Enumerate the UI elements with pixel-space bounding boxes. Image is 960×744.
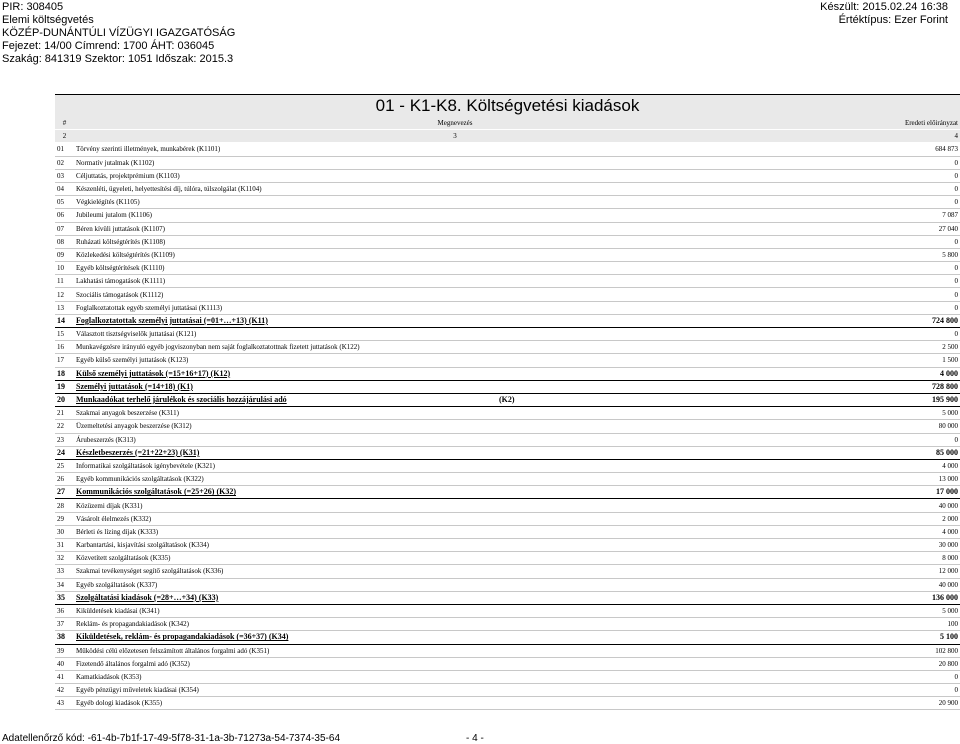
table-row (55, 182, 960, 195)
row-label-text: Ruházati költségtérítés (K1108) (76, 237, 166, 246)
row-value: 20 900 (836, 697, 960, 710)
table-row (55, 552, 960, 565)
row-number: 01 (55, 143, 74, 156)
row-value: 20 800 (836, 657, 960, 670)
created-timestamp: Készült: 2015.02.24 16:38 (820, 1, 948, 13)
row-label-text: Vásárolt élelmezés (K332) (76, 514, 152, 523)
row-label (74, 539, 836, 552)
row-number: 30 (55, 525, 74, 538)
row-value: 4 000 (836, 367, 960, 380)
row-label (74, 262, 836, 275)
row-label-text: Reklám- és propagandakiadások (K342) (76, 620, 189, 629)
row-label (74, 684, 836, 697)
row-value: 0 (836, 684, 960, 697)
column-header-value: Eredeti előirányzat (836, 117, 960, 130)
row-number: 14 (55, 314, 74, 327)
row-value: 0 (836, 196, 960, 209)
row-number: 17 (55, 354, 74, 367)
table-row (55, 525, 960, 538)
row-label (74, 670, 836, 683)
row-label-text: Választott tisztségviselők juttatásai (K121) (76, 330, 197, 339)
table-row (55, 670, 960, 683)
row-label-text: Személyi juttatások (=14+18) (K1) (76, 381, 193, 391)
table-row (55, 618, 960, 631)
row-value: 0 (836, 182, 960, 195)
row-label (74, 301, 836, 314)
row-number: 06 (55, 209, 74, 222)
row-label (74, 499, 836, 512)
row-value: 4 000 (836, 525, 960, 538)
table-row (55, 657, 960, 670)
header-line: Fejezet: 14/00 Címrend: 1700 ÁHT: 036045 (2, 40, 215, 52)
row-label-text: Karbantartási, kisjavítási szolgáltatások (K334) (76, 541, 209, 550)
table-row (55, 604, 960, 617)
row-label (74, 697, 836, 710)
row-number: 26 (55, 473, 74, 486)
row-label (74, 169, 836, 182)
row-label-text: Készletbeszerzés (=21+22+23) (K31) (76, 447, 200, 457)
row-label (74, 591, 836, 604)
table-row (55, 446, 960, 459)
row-value: 1 500 (836, 354, 960, 367)
row-label-text: Készenléti, ügyeleti, helyettesítési díj, túlóra, túlszolgálat (K1104) (76, 185, 262, 194)
row-label-text: Kiküldetések, reklám- és propagandakiadások (=36+37) (K34) (76, 632, 289, 642)
row-number: 31 (55, 539, 74, 552)
row-label-text: Béren kívüli juttatások (K1107) (76, 224, 165, 233)
row-label-text: Egyéb szolgáltatások (K337) (76, 580, 158, 589)
row-label (74, 328, 836, 341)
row-label (74, 275, 836, 288)
row-label-text: Szakmai anyagok beszerzése (K311) (76, 409, 179, 418)
row-label (74, 433, 836, 446)
row-number: 12 (55, 288, 74, 301)
row-value: 0 (836, 262, 960, 275)
row-number: 02 (55, 156, 74, 169)
table-row (55, 565, 960, 578)
row-label-text: Törvény szerinti illetmények, munkabérek (K1101) (76, 145, 221, 154)
row-number: 42 (55, 684, 74, 697)
row-number: 41 (55, 670, 74, 683)
table-row (55, 169, 960, 182)
table-row (55, 196, 960, 209)
row-number: 16 (55, 341, 74, 354)
row-number: 22 (55, 420, 74, 433)
row-label-text: Normatív jutalmak (K1102) (76, 158, 155, 167)
table-row (55, 591, 960, 604)
header-right (820, 1, 948, 27)
row-number: 03 (55, 169, 74, 182)
row-label-text: Foglalkoztatottak személyi juttatásai (=01+…+13) (K11) (76, 315, 268, 325)
row-value: 136 000 (836, 591, 960, 604)
row-label (74, 367, 836, 380)
row-number: 09 (55, 248, 74, 261)
row-label-text: Közlekedési költségtérítés (K1109) (76, 250, 175, 259)
header-line: Elemi költségvetés (2, 14, 94, 26)
table-row (55, 367, 960, 380)
table-row (55, 314, 960, 327)
table-row (55, 288, 960, 301)
header-line: PIR: 308405 (2, 1, 64, 13)
row-value: 2 500 (836, 341, 960, 354)
table-row (55, 578, 960, 591)
row-label-text: Munkavégzésre irányuló egyéb jogviszonyban nem saját foglalkoztatottnak fizetett juttatások (K122) (76, 343, 360, 352)
value-type: Értéktípus: Ezer Forint (838, 14, 948, 26)
row-value: 0 (836, 328, 960, 341)
row-label (74, 657, 836, 670)
row-value: 102 800 (836, 644, 960, 657)
table-row (55, 684, 960, 697)
verification-code: Adatellenőrző kód: -61-4b-7b1f-17-49-5f78-31-1a-3b-71273a-54-7374-35-64 (2, 733, 341, 744)
table-row (55, 407, 960, 420)
row-label-text: Közüzemi díjak (K331) (76, 501, 143, 510)
row-label (74, 525, 836, 538)
row-label (74, 565, 836, 578)
column-number: 3 (74, 130, 836, 143)
row-number: 21 (55, 407, 74, 420)
table-row (55, 262, 960, 275)
row-label (74, 512, 836, 525)
column-number: 4 (836, 130, 960, 143)
row-label (74, 182, 836, 195)
column-header-num: # (55, 117, 74, 130)
table-row (55, 275, 960, 288)
row-label-text: Közvetített szolgáltatások (K335) (76, 554, 171, 563)
row-label-text: Egyéb kommunikációs szolgáltatások (K322) (76, 475, 204, 484)
expenditure-table (55, 117, 960, 710)
page-title: 01 - K1-K8. Költségvetési kiadások (55, 94, 960, 117)
row-label (74, 631, 836, 644)
header-line: KÖZÉP-DUNÁNTÚLI VÍZÜGYI IGAZGATÓSÁG (2, 27, 236, 39)
row-value: 0 (836, 433, 960, 446)
table-row (55, 393, 960, 406)
row-number: 23 (55, 433, 74, 446)
row-label (74, 473, 836, 486)
row-number: 11 (55, 275, 74, 288)
row-value: 30 000 (836, 539, 960, 552)
column-number: 2 (55, 130, 74, 143)
row-label (74, 578, 836, 591)
row-value: 40 000 (836, 578, 960, 591)
row-label-text: Informatikai szolgáltatások igénybevétele (K321) (76, 461, 215, 470)
row-label (74, 341, 836, 354)
row-label (74, 420, 836, 433)
row-label (74, 407, 836, 420)
row-label-text: Szakmai tevékenységet segítő szolgáltatások (K336) (76, 567, 224, 576)
row-number: 38 (55, 631, 74, 644)
row-label (74, 235, 836, 248)
row-value: 5 800 (836, 248, 960, 261)
row-label-text: Külső személyi juttatások (=15+16+17) (K12) (76, 368, 231, 378)
row-label-text: Egyéb pénzügyi műveletek kiadásai (K354) (76, 686, 199, 695)
row-value: 8 000 (836, 552, 960, 565)
row-label (74, 459, 836, 472)
row-value: 17 000 (836, 486, 960, 499)
row-label (74, 446, 836, 459)
row-value: 27 040 (836, 222, 960, 235)
row-number: 20 (55, 393, 74, 406)
row-number: 40 (55, 657, 74, 670)
page-number: - 4 - (466, 733, 484, 744)
row-label (74, 248, 836, 261)
header-left (2, 1, 235, 66)
row-value: 2 000 (836, 512, 960, 525)
row-number: 15 (55, 328, 74, 341)
row-value: 0 (836, 169, 960, 182)
table-row (55, 341, 960, 354)
row-value: 0 (836, 275, 960, 288)
row-number: 39 (55, 644, 74, 657)
row-number: 43 (55, 697, 74, 710)
row-label-text: Bérleti és lízing díjak (K333) (76, 527, 159, 536)
table-row (55, 631, 960, 644)
row-label-text: Foglalkoztatottak egyéb személyi juttatásai (K1113) (76, 303, 223, 312)
table-row (55, 248, 960, 261)
row-label-text: Jubileumi jutalom (K1106) (76, 211, 152, 220)
row-value: 100 (836, 618, 960, 631)
row-number: 27 (55, 486, 74, 499)
row-value: 13 000 (836, 473, 960, 486)
row-label-text: Árubeszerzés (K313) (76, 435, 136, 444)
row-value: 684 873 (836, 143, 960, 156)
table-row (55, 486, 960, 499)
row-value: 5 100 (836, 631, 960, 644)
row-label-text: Kamatkiadások (K353) (76, 672, 142, 681)
table-row (55, 222, 960, 235)
row-number: 05 (55, 196, 74, 209)
row-number: 29 (55, 512, 74, 525)
row-number: 07 (55, 222, 74, 235)
column-header-name: Megnevezés (74, 117, 836, 130)
row-label (74, 380, 836, 393)
table-row (55, 473, 960, 486)
row-number: 24 (55, 446, 74, 459)
table-row (55, 459, 960, 472)
row-label (74, 604, 836, 617)
row-label-text: Egyéb dologi kiadások (K355) (76, 699, 163, 708)
row-label (74, 196, 836, 209)
row-label-text: Működési célú előzetesen felszámított általános forgalmi adó (K351) (76, 646, 270, 655)
row-value: 7 087 (836, 209, 960, 222)
row-label (74, 143, 836, 156)
row-label-text: Munkaadókat terhelő járulékok és szociális hozzájárulási adó (76, 395, 287, 405)
table-row (55, 499, 960, 512)
row-label-text: Üzemeltetési anyagok beszerzése (K312) (76, 422, 192, 431)
row-number: 36 (55, 604, 74, 617)
row-number: 35 (55, 591, 74, 604)
row-value: 12 000 (836, 565, 960, 578)
row-label-text: Kommunikációs szolgáltatások (=25+26) (K32) (76, 487, 237, 497)
row-number: 28 (55, 499, 74, 512)
row-label (74, 209, 836, 222)
row-label (74, 222, 836, 235)
row-value: 5 000 (836, 407, 960, 420)
row-number: 10 (55, 262, 74, 275)
row-value: 195 900 (836, 393, 960, 406)
table-row (55, 420, 960, 433)
row-label-text: Végkielégítés (K1105) (76, 198, 140, 207)
table-row (55, 209, 960, 222)
row-value: 0 (836, 235, 960, 248)
table-row (55, 380, 960, 393)
row-label (74, 486, 836, 499)
row-number: 33 (55, 565, 74, 578)
table-column-number-row (55, 130, 960, 143)
table-row (55, 235, 960, 248)
row-value: 728 800 (836, 380, 960, 393)
row-number: 08 (55, 235, 74, 248)
row-label-text: Szolgáltatási kiadások (=28+…+34) (K33) (76, 592, 219, 602)
row-value: 4 000 (836, 459, 960, 472)
row-value: 40 000 (836, 499, 960, 512)
row-label-code: (K2) (499, 395, 515, 405)
row-value: 0 (836, 156, 960, 169)
row-number: 25 (55, 459, 74, 472)
row-number: 32 (55, 552, 74, 565)
row-label (74, 288, 836, 301)
row-label (74, 314, 836, 327)
row-value: 0 (836, 670, 960, 683)
header-line: Szakág: 841319 Szektor: 1051 Időszak: 2015.3 (2, 53, 234, 65)
row-number: 34 (55, 578, 74, 591)
row-label-text: Lakhatási támogatások (K1111) (76, 277, 166, 286)
row-label (74, 156, 836, 169)
table-row (55, 156, 960, 169)
row-value: 724 800 (836, 314, 960, 327)
table-row (55, 143, 960, 156)
row-label (74, 552, 836, 565)
table-row (55, 433, 960, 446)
row-label-text: Egyéb költségtérítések (K1110) (76, 264, 165, 273)
row-value: 85 000 (836, 446, 960, 459)
table-row (55, 328, 960, 341)
row-number: 37 (55, 618, 74, 631)
row-number: 19 (55, 380, 74, 393)
row-label (74, 354, 836, 367)
row-label-text: Fizetendő általános forgalmi adó (K352) (76, 659, 190, 668)
row-label-text: Szociális támogatások (K1112) (76, 290, 164, 299)
row-label (74, 393, 836, 406)
row-label (74, 618, 836, 631)
table-row (55, 697, 960, 710)
table-row (55, 539, 960, 552)
table-row (55, 644, 960, 657)
row-label-text: Kiküldetések kiadásai (K341) (76, 607, 160, 616)
table-row (55, 512, 960, 525)
table-header-row (55, 117, 960, 130)
row-value: 5 000 (836, 604, 960, 617)
row-value: 0 (836, 301, 960, 314)
table-row (55, 301, 960, 314)
table-row (55, 354, 960, 367)
row-value: 0 (836, 288, 960, 301)
row-label-text: Céljuttatás, projektprémium (K1103) (76, 171, 180, 180)
row-label (74, 644, 836, 657)
row-label-text: Egyéb külső személyi juttatások (K123) (76, 356, 189, 365)
row-number: 18 (55, 367, 74, 380)
row-number: 13 (55, 301, 74, 314)
row-number: 04 (55, 182, 74, 195)
row-value: 80 000 (836, 420, 960, 433)
